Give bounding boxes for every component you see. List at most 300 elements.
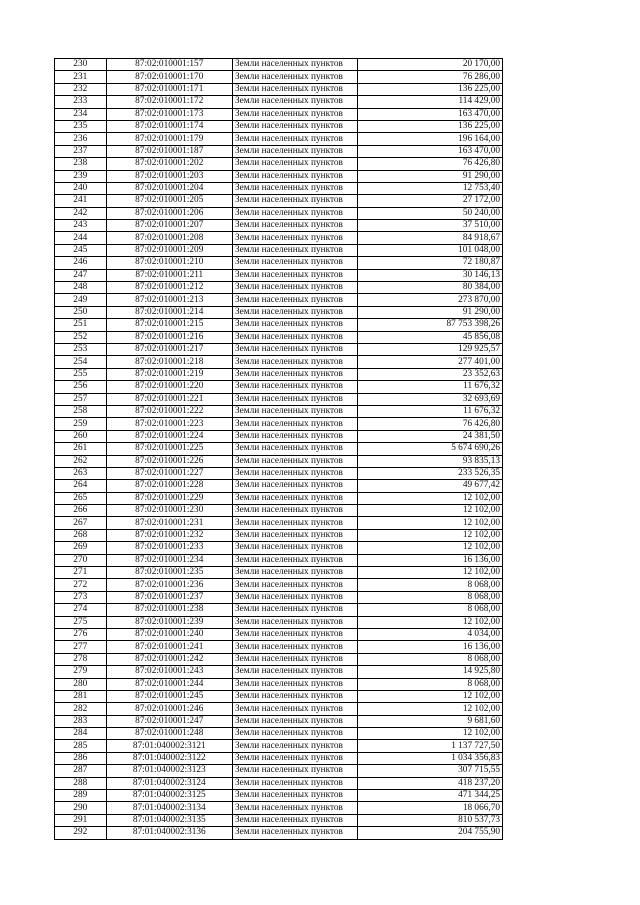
document-page [54, 58, 503, 840]
table-row [55, 554, 503, 566]
table-row [55, 505, 503, 517]
row-number: 255 [55, 368, 107, 380]
land-category: Земли населенных пунктов [232, 579, 357, 591]
cadastral-number: 87:02:010001:220 [106, 381, 232, 393]
cadastral-number: 87:02:010001:247 [106, 715, 232, 727]
land-category: Земли населенных пунктов [232, 108, 357, 120]
table-row [55, 331, 503, 343]
cadastral-number: 87:02:010001:222 [106, 405, 232, 417]
cadastral-number: 87:02:010001:237 [106, 591, 232, 603]
cadastral-value: 76 426,80 [358, 158, 503, 170]
land-category: Земли населенных пунктов [232, 628, 357, 640]
row-number: 241 [55, 195, 107, 207]
land-category: Земли населенных пунктов [232, 678, 357, 690]
row-number: 248 [55, 282, 107, 294]
table-row [55, 492, 503, 504]
cadastral-value: 12 102,00 [358, 505, 503, 517]
row-number: 291 [55, 814, 107, 826]
table-row [55, 306, 503, 318]
cadastral-number: 87:02:010001:244 [106, 678, 232, 690]
table-row [55, 294, 503, 306]
row-number: 243 [55, 220, 107, 232]
land-category: Земли населенных пунктов [232, 59, 357, 71]
table-row [55, 641, 503, 653]
cadastral-number: 87:02:010001:179 [106, 133, 232, 145]
cadastral-value: 233 526,35 [358, 467, 503, 479]
row-number: 245 [55, 244, 107, 256]
land-category: Земли населенных пунктов [232, 145, 357, 157]
land-category: Земли населенных пунктов [232, 752, 357, 764]
cadastral-number: 87:02:010001:187 [106, 145, 232, 157]
cadastral-number: 87:01:040002:3121 [106, 740, 232, 752]
cadastral-value: 5 674 690,26 [358, 443, 503, 455]
row-number: 267 [55, 517, 107, 529]
land-category: Земли населенных пунктов [232, 542, 357, 554]
row-number: 266 [55, 505, 107, 517]
cadastral-number: 87:02:010001:230 [106, 505, 232, 517]
table-row [55, 368, 503, 380]
cadastral-value: 8 068,00 [358, 579, 503, 591]
table-row [55, 257, 503, 269]
cadastral-number: 87:02:010001:236 [106, 579, 232, 591]
row-number: 274 [55, 604, 107, 616]
land-category: Земли населенных пунктов [232, 814, 357, 826]
cadastral-number: 87:01:040002:3125 [106, 790, 232, 802]
row-number: 288 [55, 777, 107, 789]
row-number: 252 [55, 331, 107, 343]
cadastral-value: 50 240,00 [358, 207, 503, 219]
cadastral-number: 87:02:010001:233 [106, 542, 232, 554]
row-number: 271 [55, 567, 107, 579]
row-number: 230 [55, 59, 107, 71]
cadastral-value: 84 918,67 [358, 232, 503, 244]
land-category: Земли населенных пунктов [232, 343, 357, 355]
row-number: 236 [55, 133, 107, 145]
land-category: Земли населенных пунктов [232, 294, 357, 306]
cadastral-value: 204 755,90 [358, 827, 503, 839]
cadastral-value: 11 676,32 [358, 405, 503, 417]
cadastral-value: 11 676,32 [358, 381, 503, 393]
cadastral-number: 87:02:010001:221 [106, 393, 232, 405]
cadastral-value: 45 856,08 [358, 331, 503, 343]
land-category: Земли населенных пунктов [232, 220, 357, 232]
cadastral-number: 87:01:040002:3122 [106, 752, 232, 764]
cadastral-value: 1 137 727,50 [358, 740, 503, 752]
cadastral-value: 32 693,69 [358, 393, 503, 405]
land-category: Земли населенных пунктов [232, 567, 357, 579]
cadastral-value: 76 286,00 [358, 71, 503, 83]
land-category: Земли населенных пунктов [232, 232, 357, 244]
land-category: Земли населенных пунктов [232, 405, 357, 417]
cadastral-value: 8 068,00 [358, 591, 503, 603]
row-number: 232 [55, 83, 107, 95]
cadastral-number: 87:02:010001:231 [106, 517, 232, 529]
land-category: Земли населенных пунктов [232, 790, 357, 802]
cadastral-value: 14 925,80 [358, 666, 503, 678]
table-row [55, 381, 503, 393]
cadastral-number: 87:02:010001:229 [106, 492, 232, 504]
table-row [55, 393, 503, 405]
cadastral-number: 87:02:010001:209 [106, 244, 232, 256]
land-category: Земли населенных пунктов [232, 120, 357, 132]
cadastral-number: 87:02:010001:242 [106, 653, 232, 665]
land-category: Земли населенных пунктов [232, 703, 357, 715]
table-row [55, 145, 503, 157]
cadastral-value: 37 510,00 [358, 220, 503, 232]
cadastral-value: 196 164,00 [358, 133, 503, 145]
cadastral-number: 87:02:010001:202 [106, 158, 232, 170]
row-number: 261 [55, 443, 107, 455]
land-category: Земли населенных пунктов [232, 765, 357, 777]
cadastral-number: 87:02:010001:172 [106, 96, 232, 108]
row-number: 268 [55, 529, 107, 541]
table-row [55, 604, 503, 616]
cadastral-number: 87:02:010001:245 [106, 690, 232, 702]
cadastral-number: 87:02:010001:213 [106, 294, 232, 306]
table-row [55, 170, 503, 182]
land-category: Земли населенных пунктов [232, 517, 357, 529]
row-number: 287 [55, 765, 107, 777]
row-number: 244 [55, 232, 107, 244]
cadastral-number: 87:01:040002:3135 [106, 814, 232, 826]
table-row [55, 108, 503, 120]
table-row [55, 690, 503, 702]
cadastral-number: 87:01:040002:3136 [106, 827, 232, 839]
row-number: 280 [55, 678, 107, 690]
land-category: Земли населенных пунктов [232, 182, 357, 194]
cadastral-number: 87:02:010001:173 [106, 108, 232, 120]
cadastral-number: 87:02:010001:216 [106, 331, 232, 343]
table-row [55, 678, 503, 690]
row-number: 277 [55, 641, 107, 653]
cadastral-number: 87:02:010001:224 [106, 430, 232, 442]
table-row [55, 715, 503, 727]
row-number: 257 [55, 393, 107, 405]
table-row [55, 158, 503, 170]
land-category: Земли населенных пунктов [232, 257, 357, 269]
row-number: 290 [55, 802, 107, 814]
land-category: Земли населенных пунктов [232, 467, 357, 479]
row-number: 278 [55, 653, 107, 665]
cadastral-number: 87:02:010001:234 [106, 554, 232, 566]
cadastral-number: 87:02:010001:248 [106, 728, 232, 740]
row-number: 283 [55, 715, 107, 727]
land-category: Земли населенных пунктов [232, 356, 357, 368]
table-row [55, 740, 503, 752]
cadastral-value: 418 237,20 [358, 777, 503, 789]
row-number: 269 [55, 542, 107, 554]
cadastral-value: 16 136,00 [358, 554, 503, 566]
cadastral-number: 87:02:010001:210 [106, 257, 232, 269]
table-row [55, 752, 503, 764]
row-number: 238 [55, 158, 107, 170]
table-body [55, 59, 503, 840]
cadastral-number: 87:02:010001:171 [106, 83, 232, 95]
land-plot-table [54, 58, 503, 840]
land-category: Земли населенных пунктов [232, 728, 357, 740]
land-category: Земли населенных пунктов [232, 207, 357, 219]
land-category: Земли населенных пунктов [232, 331, 357, 343]
land-category: Земли населенных пунктов [232, 666, 357, 678]
land-category: Земли населенных пунктов [232, 133, 357, 145]
cadastral-value: 12 102,00 [358, 616, 503, 628]
table-row [55, 542, 503, 554]
cadastral-number: 87:02:010001:225 [106, 443, 232, 455]
table-row [55, 579, 503, 591]
row-number: 250 [55, 306, 107, 318]
cadastral-value: 129 925,57 [358, 343, 503, 355]
land-category: Земли населенных пунктов [232, 393, 357, 405]
table-row [55, 343, 503, 355]
cadastral-value: 8 068,00 [358, 604, 503, 616]
row-number: 264 [55, 480, 107, 492]
row-number: 262 [55, 455, 107, 467]
cadastral-value: 136 225,00 [358, 120, 503, 132]
cadastral-number: 87:02:010001:243 [106, 666, 232, 678]
cadastral-value: 91 290,00 [358, 170, 503, 182]
cadastral-value: 30 146,13 [358, 269, 503, 281]
table-row [55, 356, 503, 368]
cadastral-number: 87:02:010001:204 [106, 182, 232, 194]
table-row [55, 96, 503, 108]
table-row [55, 517, 503, 529]
land-category: Земли населенных пунктов [232, 430, 357, 442]
cadastral-number: 87:01:040002:3124 [106, 777, 232, 789]
cadastral-number: 87:02:010001:208 [106, 232, 232, 244]
cadastral-value: 24 381,50 [358, 430, 503, 442]
table-row [55, 443, 503, 455]
row-number: 281 [55, 690, 107, 702]
land-category: Земли населенных пунктов [232, 455, 357, 467]
cadastral-number: 87:02:010001:174 [106, 120, 232, 132]
land-category: Земли населенных пунктов [232, 591, 357, 603]
land-category: Земли населенных пунктов [232, 170, 357, 182]
row-number: 259 [55, 418, 107, 430]
cadastral-number: 87:02:010001:228 [106, 480, 232, 492]
land-category: Земли населенных пунктов [232, 443, 357, 455]
cadastral-value: 277 401,00 [358, 356, 503, 368]
cadastral-number: 87:02:010001:203 [106, 170, 232, 182]
cadastral-value: 101 048,00 [358, 244, 503, 256]
cadastral-number: 87:02:010001:157 [106, 59, 232, 71]
land-category: Земли населенных пунктов [232, 616, 357, 628]
row-number: 286 [55, 752, 107, 764]
cadastral-number: 87:02:010001:211 [106, 269, 232, 281]
table-row [55, 814, 503, 826]
row-number: 270 [55, 554, 107, 566]
cadastral-value: 12 102,00 [358, 517, 503, 529]
row-number: 247 [55, 269, 107, 281]
row-number: 285 [55, 740, 107, 752]
table-row [55, 418, 503, 430]
land-category: Земли населенных пунктов [232, 368, 357, 380]
row-number: 272 [55, 579, 107, 591]
table-row [55, 529, 503, 541]
table-row [55, 430, 503, 442]
cadastral-number: 87:02:010001:232 [106, 529, 232, 541]
land-category: Земли населенных пунктов [232, 653, 357, 665]
table-row [55, 777, 503, 789]
cadastral-value: 80 384,00 [358, 282, 503, 294]
cadastral-number: 87:02:010001:217 [106, 343, 232, 355]
cadastral-value: 20 170,00 [358, 59, 503, 71]
table-row [55, 83, 503, 95]
cadastral-value: 18 066,70 [358, 802, 503, 814]
cadastral-value: 12 102,00 [358, 567, 503, 579]
cadastral-value: 163 470,00 [358, 108, 503, 120]
cadastral-value: 93 835,13 [358, 455, 503, 467]
table-row [55, 591, 503, 603]
cadastral-value: 12 102,00 [358, 690, 503, 702]
land-category: Земли населенных пунктов [232, 418, 357, 430]
cadastral-value: 163 470,00 [358, 145, 503, 157]
cadastral-number: 87:01:040002:3123 [106, 765, 232, 777]
cadastral-number: 87:02:010001:238 [106, 604, 232, 616]
land-category: Земли населенных пунктов [232, 492, 357, 504]
table-row [55, 790, 503, 802]
cadastral-number: 87:02:010001:223 [106, 418, 232, 430]
land-category: Земли населенных пунктов [232, 381, 357, 393]
cadastral-number: 87:02:010001:207 [106, 220, 232, 232]
row-number: 263 [55, 467, 107, 479]
cadastral-value: 12 102,00 [358, 542, 503, 554]
cadastral-number: 87:02:010001:246 [106, 703, 232, 715]
table-row [55, 802, 503, 814]
table-row [55, 827, 503, 839]
land-category: Земли населенных пунктов [232, 282, 357, 294]
land-category: Земли населенных пунктов [232, 802, 357, 814]
row-number: 292 [55, 827, 107, 839]
cadastral-value: 471 344,25 [358, 790, 503, 802]
cadastral-value: 8 068,00 [358, 678, 503, 690]
cadastral-value: 12 102,00 [358, 492, 503, 504]
cadastral-number: 87:02:010001:218 [106, 356, 232, 368]
land-category: Земли населенных пунктов [232, 195, 357, 207]
cadastral-value: 9 681,60 [358, 715, 503, 727]
row-number: 275 [55, 616, 107, 628]
row-number: 235 [55, 120, 107, 132]
cadastral-value: 12 102,00 [358, 728, 503, 740]
row-number: 249 [55, 294, 107, 306]
cadastral-value: 12 753,40 [358, 182, 503, 194]
row-number: 234 [55, 108, 107, 120]
cadastral-number: 87:02:010001:214 [106, 306, 232, 318]
row-number: 233 [55, 96, 107, 108]
table-row [55, 703, 503, 715]
cadastral-number: 87:02:010001:206 [106, 207, 232, 219]
cadastral-number: 87:02:010001:240 [106, 628, 232, 640]
row-number: 242 [55, 207, 107, 219]
table-row [55, 653, 503, 665]
cadastral-number: 87:02:010001:227 [106, 467, 232, 479]
table-row [55, 480, 503, 492]
table-row [55, 666, 503, 678]
row-number: 273 [55, 591, 107, 603]
row-number: 258 [55, 405, 107, 417]
land-category: Земли населенных пунктов [232, 740, 357, 752]
land-category: Земли населенных пунктов [232, 641, 357, 653]
cadastral-number: 87:02:010001:219 [106, 368, 232, 380]
land-category: Земли населенных пунктов [232, 554, 357, 566]
cadastral-value: 12 102,00 [358, 529, 503, 541]
land-category: Земли населенных пунктов [232, 71, 357, 83]
cadastral-number: 87:02:010001:235 [106, 567, 232, 579]
cadastral-value: 273 870,00 [358, 294, 503, 306]
row-number: 237 [55, 145, 107, 157]
table-row [55, 133, 503, 145]
row-number: 240 [55, 182, 107, 194]
row-number: 231 [55, 71, 107, 83]
table-row [55, 616, 503, 628]
cadastral-value: 8 068,00 [358, 653, 503, 665]
land-category: Земли населенных пунктов [232, 244, 357, 256]
row-number: 276 [55, 628, 107, 640]
cadastral-value: 307 715,55 [358, 765, 503, 777]
cadastral-value: 23 352,63 [358, 368, 503, 380]
row-number: 239 [55, 170, 107, 182]
cadastral-value: 1 034 356,83 [358, 752, 503, 764]
cadastral-value: 114 429,00 [358, 96, 503, 108]
land-category: Земли населенных пунктов [232, 269, 357, 281]
cadastral-value: 4 034,00 [358, 628, 503, 640]
row-number: 282 [55, 703, 107, 715]
table-row [55, 220, 503, 232]
table-row [55, 232, 503, 244]
row-number: 289 [55, 790, 107, 802]
land-category: Земли населенных пунктов [232, 480, 357, 492]
row-number: 265 [55, 492, 107, 504]
land-category: Земли населенных пунктов [232, 604, 357, 616]
table-row [55, 405, 503, 417]
cadastral-number: 87:02:010001:241 [106, 641, 232, 653]
row-number: 253 [55, 343, 107, 355]
table-row [55, 467, 503, 479]
row-number: 251 [55, 319, 107, 331]
land-category: Земли населенных пунктов [232, 505, 357, 517]
cadastral-value: 76 426,80 [358, 418, 503, 430]
table-row [55, 728, 503, 740]
table-row [55, 244, 503, 256]
cadastral-number: 87:02:010001:239 [106, 616, 232, 628]
cadastral-value: 16 136,00 [358, 641, 503, 653]
row-number: 254 [55, 356, 107, 368]
land-category: Земли населенных пунктов [232, 827, 357, 839]
land-category: Земли населенных пунктов [232, 306, 357, 318]
cadastral-value: 91 290,00 [358, 306, 503, 318]
cadastral-number: 87:02:010001:212 [106, 282, 232, 294]
table-row [55, 71, 503, 83]
cadastral-number: 87:02:010001:170 [106, 71, 232, 83]
land-category: Земли населенных пунктов [232, 690, 357, 702]
row-number: 279 [55, 666, 107, 678]
row-number: 246 [55, 257, 107, 269]
cadastral-value: 27 172,00 [358, 195, 503, 207]
land-category: Земли населенных пунктов [232, 83, 357, 95]
table-row [55, 59, 503, 71]
cadastral-number: 87:02:010001:205 [106, 195, 232, 207]
row-number: 284 [55, 728, 107, 740]
table-row [55, 182, 503, 194]
land-category: Земли населенных пунктов [232, 319, 357, 331]
table-row [55, 319, 503, 331]
table-row [55, 765, 503, 777]
land-category: Земли населенных пунктов [232, 529, 357, 541]
table-row [55, 269, 503, 281]
table-row [55, 567, 503, 579]
table-row [55, 207, 503, 219]
cadastral-number: 87:02:010001:226 [106, 455, 232, 467]
table-row [55, 455, 503, 467]
